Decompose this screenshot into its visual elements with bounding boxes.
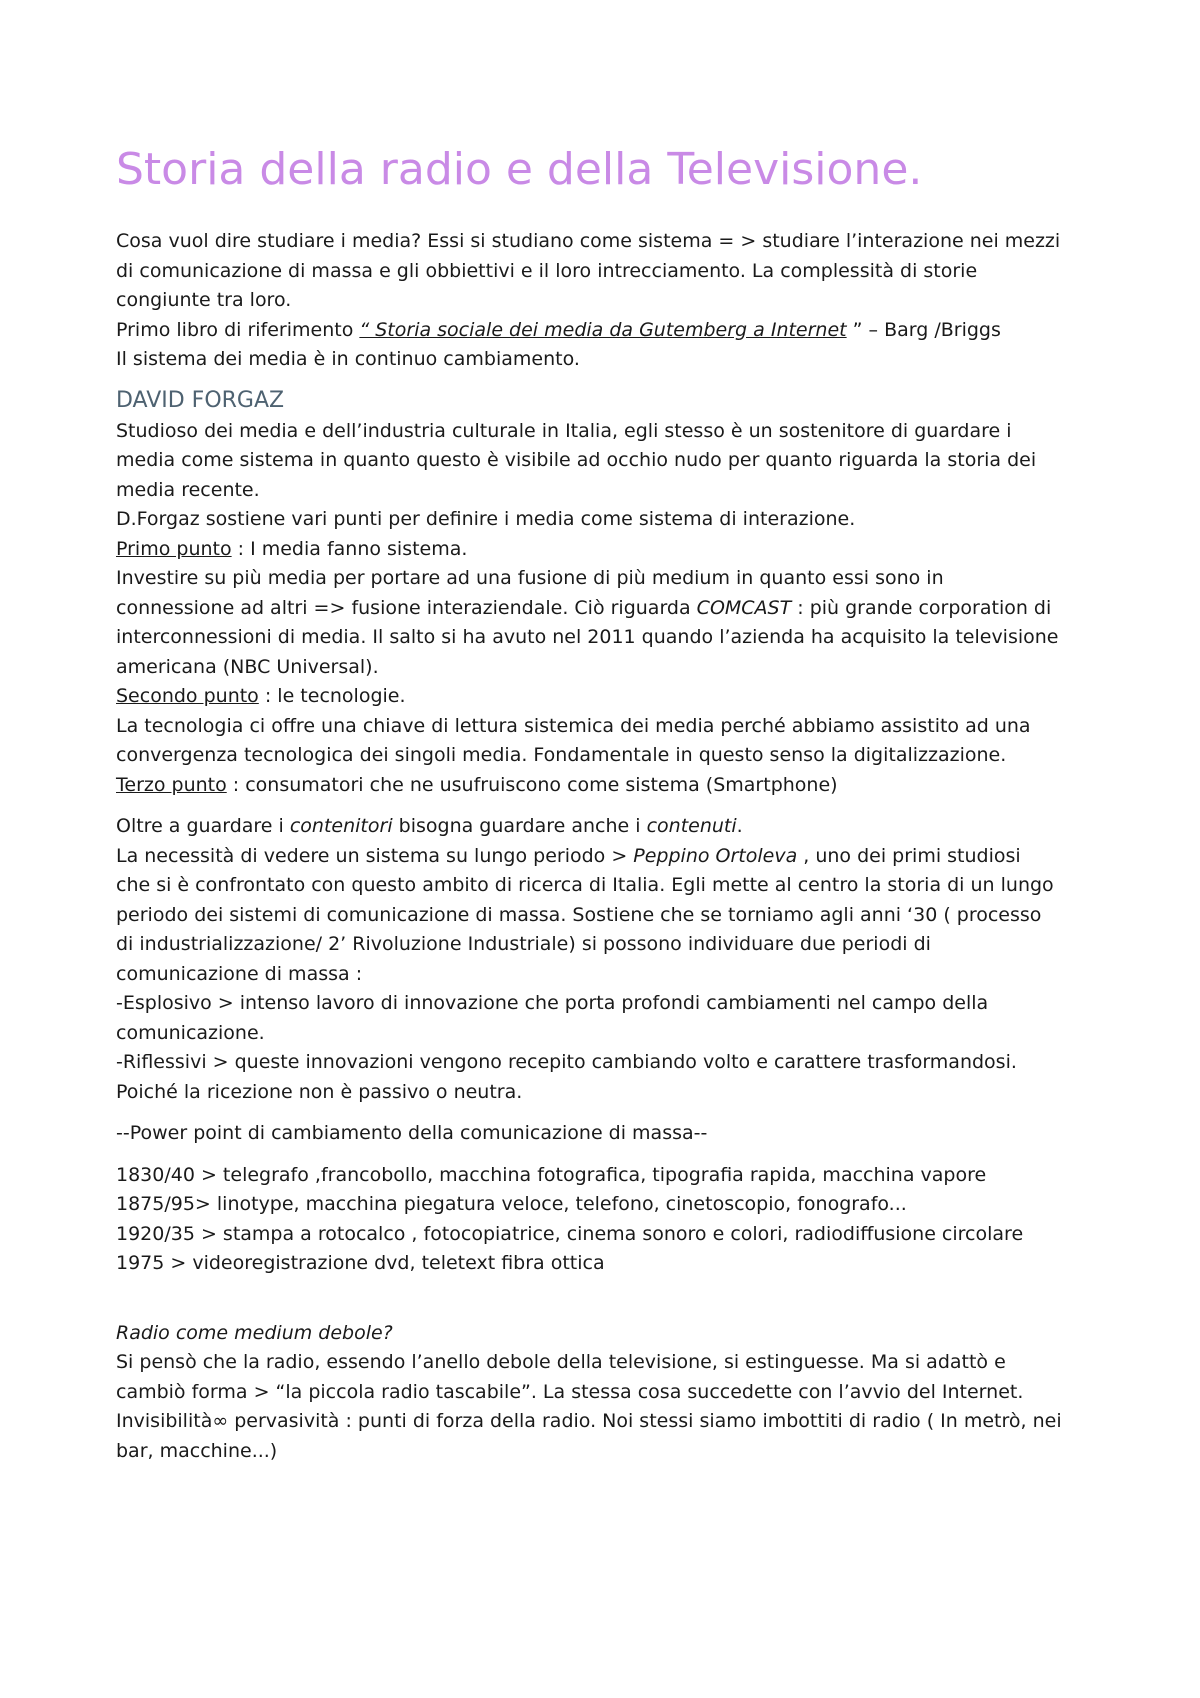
- text-line: [116, 842, 1116, 872]
- section-heading-forgaz: DAVID FORGAZ: [116, 387, 285, 413]
- point-three-text: : consumatori che ne usufruiscono come sistema (Smartphone): [226, 773, 838, 796]
- spacer: [116, 1149, 1116, 1161]
- radio-paragraph: [116, 1319, 1116, 1467]
- text-line: congiunte tra loro.: [116, 289, 292, 311]
- text-fragment: La necessità di vedere un sistema su lungo periodo >: [116, 844, 634, 867]
- text-line: [116, 812, 1116, 842]
- timeline-entry: 1920/35 > stampa a rotocalco , fotocopiatrice, cinema sonoro e colori, radiodiffusione circolare: [116, 1222, 1024, 1245]
- text-line: cambiò forma > “la piccola radio tascabile”. La stessa cosa succedette con l’avvio del Internet.: [116, 1380, 1024, 1403]
- document-title: Storia della radio e della Televisione.: [116, 144, 923, 195]
- text-line: Poiché la ricezione non è passivo o neutra.: [116, 1080, 523, 1103]
- text-fragment: , uno dei primi studiosi: [797, 844, 1021, 867]
- text-line: -Riflessivi > queste innovazioni vengono recepito cambiando volto e carattere trasformandosi.: [116, 1051, 1017, 1073]
- intro-paragraph: [116, 227, 1116, 375]
- text-line: convergenza tecnologica dei singoli media. Fondamentale in questo senso la digitalizzazione.: [116, 744, 1007, 766]
- text-line: Studioso dei media e dell’industria culturale in Italia, egli stesso è un sostenitore di guardare i: [116, 419, 1012, 442]
- powerpoint-note: [116, 1119, 1116, 1149]
- text-line: -Esplosivo > intenso lavoro di innovazione che porta profondi cambiamenti nel campo della: [116, 992, 989, 1014]
- timeline-entry: 1975 > videoregistrazione dvd, teletext fibra ottica: [116, 1252, 605, 1274]
- book-title: “ Storia sociale dei media da Gutemberg a Internet: [359, 318, 847, 341]
- timeline: [116, 1161, 1116, 1279]
- spacer: [116, 800, 1116, 812]
- text-line: [116, 594, 1116, 624]
- text-line: bar, macchine...): [116, 1439, 278, 1462]
- text-line: americana (NBC Universal).: [116, 655, 379, 678]
- reference-authors: ” – Barg /Briggs: [846, 318, 1001, 341]
- text-line: media come sistema in quanto questo è visibile ad occhio nudo per quanto riguarda la storia dei: [116, 449, 1037, 471]
- emphasis-contenitori: contenitori: [289, 815, 393, 837]
- spacer: [116, 1279, 1116, 1319]
- text-fragment: : più grande corporation di: [791, 596, 1052, 619]
- comcast-term: COMCAST: [696, 596, 792, 619]
- text-line: periodo dei sistemi di comunicazione di massa. Sostiene che se torniamo agli anni ‘30 ( processo: [116, 903, 1042, 926]
- text-line: comunicazione di massa :: [116, 962, 363, 985]
- forgaz-paragraph: [116, 417, 1116, 801]
- text-fragment: Oltre a guardare i: [116, 815, 290, 837]
- text-line: comunicazione.: [116, 1021, 265, 1044]
- timeline-entry: 1875/95> linotype, macchina piegatura veloce, telefono, cinetoscopio, fonografo...: [116, 1193, 907, 1215]
- point-three-label: Terzo punto: [116, 773, 227, 796]
- text-fragment: .: [736, 815, 743, 837]
- reference-line: [116, 316, 1116, 346]
- spacer: [116, 1107, 1116, 1119]
- text-line: Invisibilità∞ pervasività : punti di forza della radio. Noi stessi siamo imbottiti di radio ( In metrò, nei: [116, 1410, 1062, 1432]
- text-line: Investire su più media per portare ad una fusione di più medium in quanto essi sono in: [116, 567, 944, 589]
- point-two-text: : le tecnologie.: [258, 685, 406, 707]
- text-line: La tecnologia ci offre una chiave di lettura sistemica dei media perché abbiamo assistito ad una: [116, 714, 1031, 737]
- point-two: [116, 682, 1116, 712]
- point-three: [116, 771, 1116, 801]
- text-line: di industrializzazione/ 2’ Rivoluzione Industriale) si possono individuare due periodi di: [116, 933, 931, 955]
- reference-prefix: Primo libro di riferimento: [116, 318, 360, 341]
- ortoleva-paragraph: [116, 812, 1116, 1107]
- timeline-entry: 1830/40 > telegrafo ,francobollo, macchina fotografica, tipografia rapida, macchina vapore: [116, 1163, 987, 1186]
- point-one-label: Primo punto: [116, 537, 232, 560]
- text-line: D.Forgaz sostiene vari punti per definire i media come sistema di interazione.: [116, 508, 856, 530]
- text-line: --Power point di cambiamento della comunicazione di massa--: [116, 1122, 708, 1144]
- text-line: Il sistema dei media è in continuo cambiamento.: [116, 348, 580, 370]
- point-two-label: Secondo punto: [116, 685, 259, 707]
- point-one: [116, 535, 1116, 565]
- text-line: Si pensò che la radio, essendo l’anello debole della televisione, si estinguesse. Ma si adattò e: [116, 1351, 1006, 1373]
- document-body: [116, 227, 1116, 1466]
- text-fragment: connessione ad altri => fusione interaziendale. Ciò riguarda: [116, 596, 697, 619]
- text-fragment: bisogna guardare anche i: [392, 815, 647, 837]
- radio-heading: Radio come medium debole?: [116, 1321, 393, 1344]
- emphasis-contenuti: contenuti: [646, 815, 737, 837]
- person-name: Peppino Ortoleva: [633, 844, 798, 867]
- text-line: media recente.: [116, 478, 260, 501]
- text-line: interconnessioni di media. Il salto si ha avuto nel 2011 quando l’azienda ha acquisito la televisione: [116, 626, 1059, 648]
- point-one-text: : I media fanno sistema.: [231, 537, 468, 560]
- text-line: di comunicazione di massa e gli obbiettivi e il loro intrecciamento. La complessità di storie: [116, 259, 978, 282]
- text-line: Cosa vuol dire studiare i media? Essi si studiano come sistema = > studiare l’interazione nei mezzi: [116, 230, 1061, 252]
- text-line: che si è confrontato con questo ambito di ricerca di Italia. Egli mette al centro la storia di un lungo: [116, 874, 1054, 896]
